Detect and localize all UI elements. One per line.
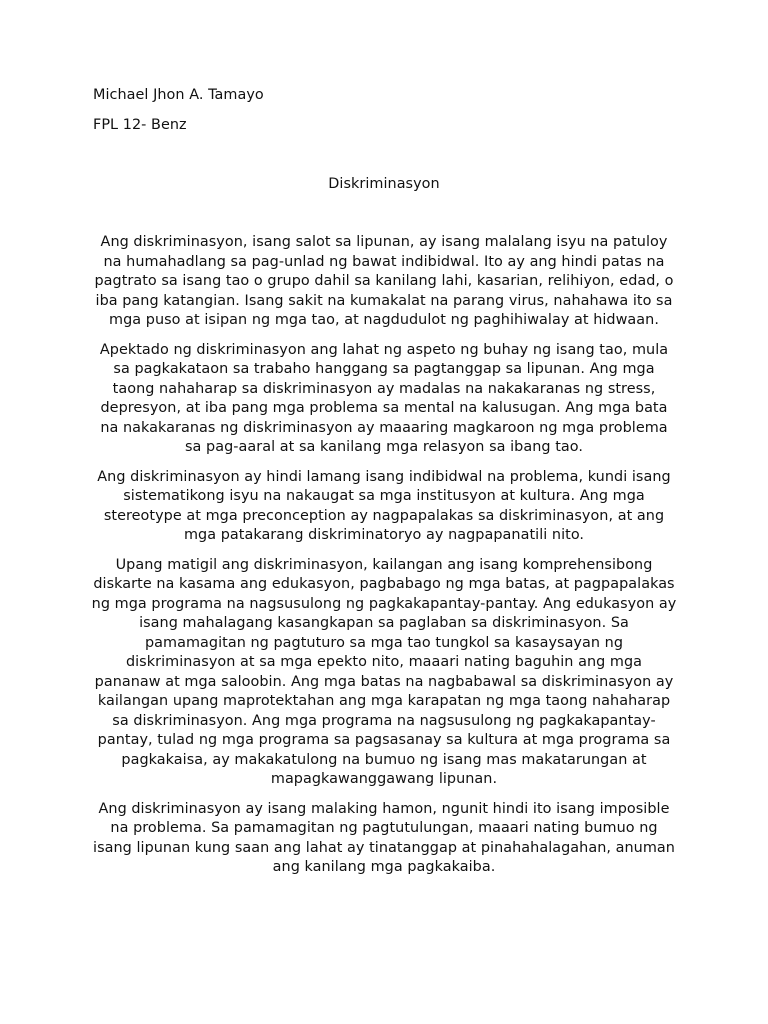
class-section: FPL 12- Benz <box>93 117 187 133</box>
paragraph-3: Ang diskriminasyon ay hindi lamang isang indibidwal na problema, kundi isang sistematikong isyu na nakaugat sa mga institusyon at kultura. Ang mga stereotype at mga preconception ay nagpapalakas sa diskriminasyon, at ang mga patakarang diskriminatoryo ay nagpapanatili nito. <box>97 468 671 543</box>
document-title: Diskriminasyon <box>328 176 440 192</box>
paragraph-2: Apektado ng diskriminasyon ang lahat ng aspeto ng buhay ng isang tao, mula sa pagkakataon sa trabaho hanggang sa pagtanggap sa lipunan. Ang mga taong nahaharap sa diskriminasyon ay madalas na nakakaranas ng stress, depresyon, at iba pang mga problema sa mental na kalusugan. Ang mga bata na nakakaranas ng diskriminasyon ay maaaring magkaroon ng mga problema sa pag-aaral at sa kanilang mga relasyon sa ibang tao. <box>99 341 669 455</box>
paragraph-4: Upang matigil ang diskriminasyon, kailangan ang isang komprehensibong diskarte na kasama ang edukasyon, pagbabago ng mga batas, at pagpapalakas ng mga programa na nagsusulong ng pagkakapantay-pantay. Ang edukasyon ay isang mahalagang kasangkapan sa paglaban sa diskriminasyon. Sa pamamagitan ng pagtuturo sa mga tao tungkol sa kasaysayan ng diskriminasyon at sa mga epekto nito, maaari nating baguhin ang mga pananaw at mga saloobin. Ang mga batas na nagbabawal sa diskriminasyon ay kailangan upang maprotektahan ang mga karapatan ng mga taong nahaharap sa diskriminasyon. Ang mga programa na nagsusulong ng pagkakapantay-pantay, tulad ng mga programa sa pagsasanay sa kultura at mga programa sa pagkakaisa, ay makakatulong na bumuo ng isang mas makatarungan at mapagkawanggawang lipunan. <box>91 556 677 787</box>
paragraph-1: Ang diskriminasyon, isang salot sa lipunan, ay isang malalang isyu na patuloy na humahadlang sa pag-unlad ng bawat indibidwal. Ito ay ang hindi patas na pagtrato sa isang tao o grupo dahil sa kanilang lahi, kasarian, relihiyon, edad, o iba pang katangian. Isang sakit na kumakalat na parang virus, nahahawa ito sa mga puso at isipan ng mga tao, at nagdudulot ng paghihiwalay at hidwaan. <box>94 234 674 328</box>
author-name: Michael Jhon A. Tamayo <box>93 87 264 103</box>
essay-body <box>91 233 677 888</box>
paragraph-5: Ang diskriminasyon ay isang malaking hamon, ngunit hindi ito isang imposible na problema. Sa pamamagitan ng pagtutulungan, maaari nating bumuo ng isang lipunan kung saan ang lahat ay tinatanggap at pinahahalagahan, anuman ang kanilang mga pagkakaiba. <box>93 800 675 875</box>
